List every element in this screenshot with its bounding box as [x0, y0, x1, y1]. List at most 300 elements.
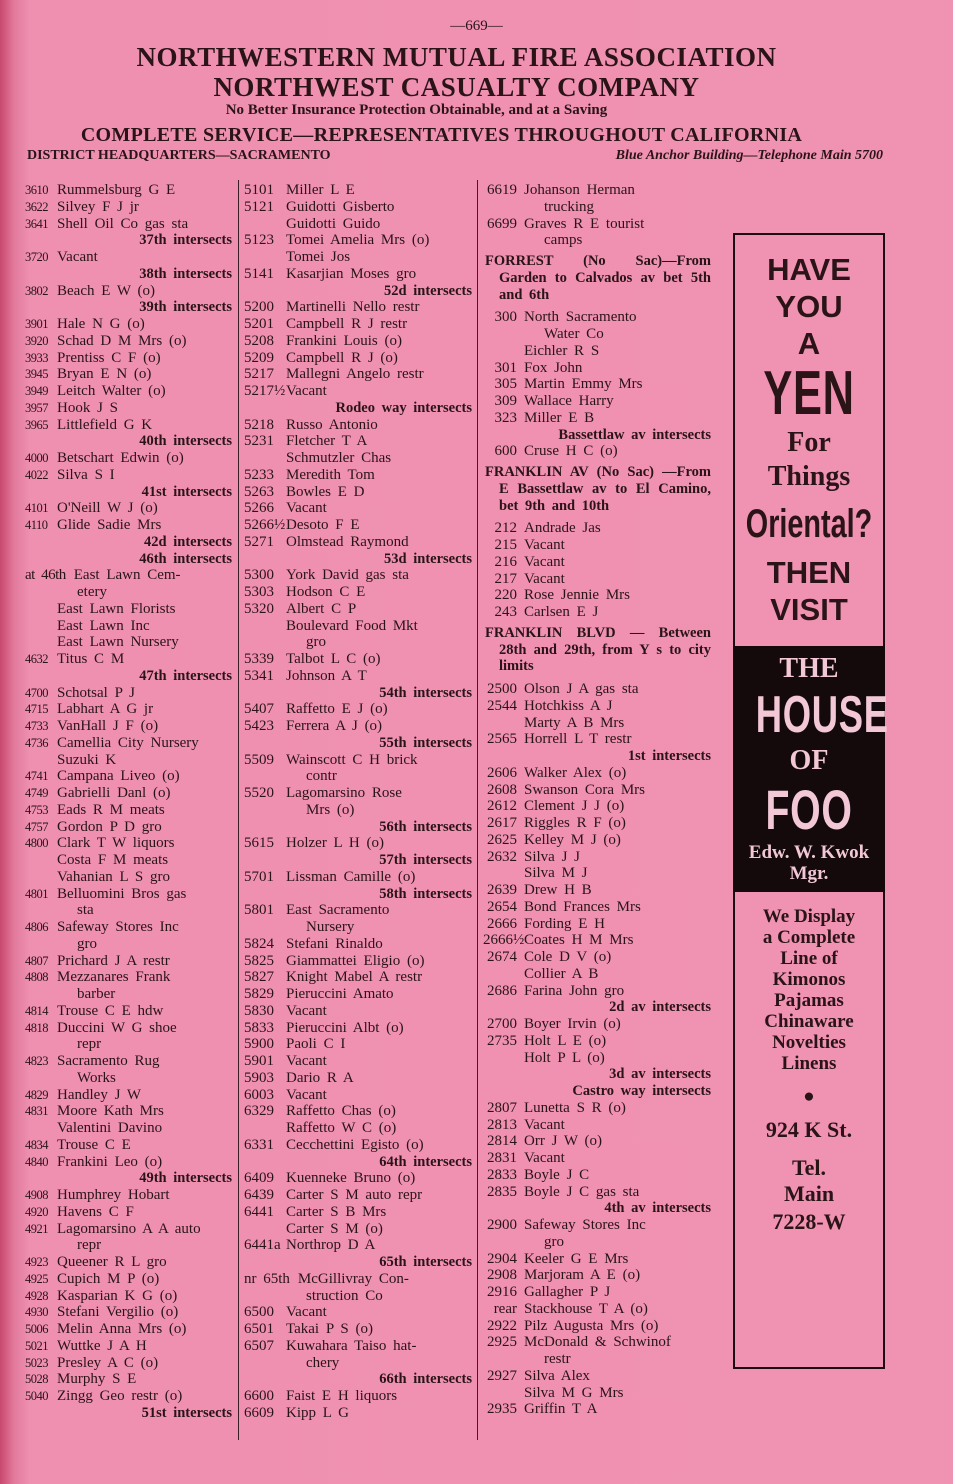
ad-tel-label: Tel.: [791, 1155, 827, 1180]
directory-entry: [483, 410, 711, 427]
street-number: nr 65th: [244, 1270, 290, 1287]
resident-name: Guidotti Guido: [286, 215, 381, 232]
ad-display-line: Linens: [781, 1053, 837, 1074]
street-number: 6699: [487, 215, 517, 232]
resident-name: sta: [77, 902, 94, 919]
street-number: 6501: [244, 1321, 274, 1337]
directory-entry: [25, 936, 232, 953]
directory-entry: [244, 1087, 472, 1104]
directory-entry: [244, 986, 472, 1003]
street-number: 4733: [25, 719, 48, 733]
directory-entry: [25, 1003, 232, 1020]
directory-entry: [244, 1388, 472, 1405]
directory-entry: [244, 1170, 472, 1187]
resident-name: Riggles R F (o): [524, 815, 626, 831]
resident-name: Vacant: [524, 570, 565, 587]
street-number: 6609: [244, 1404, 274, 1421]
street-number: 2835: [487, 1183, 517, 1200]
resident-name: Farina John gro: [524, 982, 625, 999]
resident-name: VanHall J F (o): [57, 718, 159, 734]
intersection-heading: 39th intersects: [139, 299, 232, 316]
street-number: 5006: [25, 1322, 48, 1336]
directory-entry: [244, 802, 472, 819]
page-number: —669—: [450, 18, 503, 34]
street-number: 2674: [487, 949, 517, 965]
directory-entry: [244, 969, 472, 986]
resident-name: Vacant: [286, 1086, 327, 1103]
directory-entry: [25, 1020, 232, 1037]
street-number: 4715: [25, 702, 48, 717]
service-line: COMPLETE SERVICE—REPRESENTATIVES THROUGHOUT CALIFORNIA: [80, 124, 803, 146]
resident-name: Stefani Rinaldo: [286, 935, 383, 952]
street-number: at 46th: [25, 567, 66, 584]
resident-name: Coates H M Mrs: [524, 932, 634, 949]
resident-name: Nursery: [306, 919, 355, 935]
intersection-heading: 37th intersects: [139, 232, 232, 249]
directory-entry: [25, 467, 232, 484]
directory-entry: [483, 537, 711, 554]
street-number: 4829: [25, 1087, 48, 1102]
directory-entry: [483, 983, 711, 1000]
resident-name: Vacant: [524, 1150, 565, 1166]
resident-name: O'Neill W J (o): [57, 500, 158, 517]
street-number: 4801: [25, 886, 48, 901]
directory-entry: [244, 668, 472, 685]
intersection-heading: 65th intersects: [379, 1254, 472, 1270]
directory-entry: [244, 752, 472, 769]
directory-entry: [244, 1053, 472, 1070]
directory-entry: [483, 1234, 711, 1251]
street-number: 4800: [25, 836, 48, 851]
street-number: 2833: [487, 1166, 517, 1183]
street-number: 2632: [487, 848, 517, 865]
intersection-heading: 64th intersects: [379, 1153, 472, 1170]
resident-name: Melin Anna Mrs (o): [57, 1321, 187, 1337]
street-number: 5903: [244, 1069, 274, 1086]
street-number: 2935: [487, 1401, 517, 1418]
street-number: 4834: [25, 1137, 48, 1152]
street-number: 2900: [487, 1217, 517, 1233]
directory-entry: [483, 765, 711, 782]
resident-name: Campana Liveo (o): [57, 768, 180, 785]
house-of-foo-advertisement: [733, 233, 889, 1369]
resident-name: North Sacramento: [524, 309, 637, 326]
street-number: 4814: [25, 1003, 48, 1018]
directory-entry: [25, 986, 232, 1003]
directory-entry: [25, 249, 232, 266]
resident-name: Raffetto E J (o): [286, 701, 388, 718]
resident-name: Kelley M J (o): [524, 831, 621, 848]
directory-entry: [25, 852, 232, 869]
street-number: 2813: [487, 1116, 517, 1133]
resident-name: Lagomarsino A A auto: [57, 1220, 201, 1237]
resident-name: Kasparian K G (o): [57, 1287, 178, 1304]
directory-entry: [483, 882, 711, 899]
directory-entry: [483, 376, 711, 393]
resident-name: Lissman Camille (o): [286, 868, 416, 885]
resident-name: Knight Mabel A restr: [286, 969, 423, 986]
street-number: 6439: [244, 1187, 274, 1203]
directory-entry: [244, 383, 472, 400]
directory-entry: [25, 618, 232, 635]
intersection-heading: 57th intersects: [379, 852, 472, 868]
ad-house-of-foo-block: [733, 646, 889, 892]
street-number: 5121: [244, 198, 274, 215]
directory-entry: [244, 316, 472, 333]
directory-entry: [244, 701, 472, 718]
street-number: 4632: [25, 652, 48, 666]
tagline: No Better Insurance Protection Obtainable, and at a Saving: [225, 102, 608, 118]
resident-name: Meredith Tom: [286, 466, 375, 483]
directory-entry: [244, 299, 472, 316]
street-number: 5101: [244, 182, 274, 198]
directory-entry: [483, 1401, 711, 1418]
resident-name: Prentiss C F (o): [57, 349, 161, 366]
ad-then: THEN: [766, 555, 852, 590]
directory-entry: [244, 216, 472, 233]
resident-name: Murphy S E: [57, 1371, 137, 1388]
directory-entry: [25, 316, 232, 333]
directory-entry: [244, 433, 472, 450]
resident-name: Schad D M Mrs (o): [57, 332, 187, 349]
resident-name: Frankini Leo (o): [57, 1153, 163, 1170]
street-number: 5233: [244, 466, 274, 483]
resident-name: Gallagher P J: [524, 1284, 611, 1300]
street-number: 3949: [25, 384, 48, 398]
resident-name: Tomei Amelia Mrs (o): [286, 232, 430, 249]
street-number: 4700: [25, 685, 48, 700]
ad-phone: 7228-W: [772, 1209, 846, 1234]
street-number: 6409: [244, 1170, 274, 1187]
directory-entry: [25, 1304, 232, 1321]
intersection-heading: 55th intersects: [379, 734, 472, 751]
resident-name: Wallace Harry: [524, 393, 614, 409]
resident-name: Hale N G (o): [57, 316, 145, 332]
resident-name: Handley J W: [57, 1086, 142, 1103]
directory-entry: [244, 936, 472, 953]
directory-entry: [483, 1334, 711, 1351]
resident-name: Mezzanares Frank: [57, 969, 171, 986]
directory-entry: [25, 1036, 232, 1053]
street-number: 2617: [487, 815, 517, 831]
street-number: 217: [494, 570, 517, 587]
resident-name: Works: [77, 1069, 116, 1086]
resident-name: Carter S M auto repr: [286, 1187, 423, 1203]
directory-entry: [483, 554, 711, 571]
resident-name: Olson J A gas sta: [524, 681, 639, 697]
resident-name: Vacant: [57, 249, 98, 265]
street-number: 4000: [25, 451, 48, 465]
resident-name: trucking: [544, 198, 594, 215]
resident-name: camps: [544, 232, 583, 249]
resident-name: Vahanian L S gro: [57, 868, 171, 885]
resident-name: Andrade Jas: [524, 520, 601, 537]
directory-entry: [25, 651, 232, 668]
ad-display-line: Kimonos: [772, 969, 846, 990]
resident-name: Campbell R J (o): [286, 349, 398, 366]
street-number: 2544: [487, 697, 517, 714]
directory-entry: [25, 886, 232, 903]
directory-entry: [25, 969, 232, 986]
resident-name: Guidotti Gisberto: [286, 198, 395, 215]
ad-display-line: a Complete: [762, 927, 856, 948]
directory-entry: [244, 1321, 472, 1338]
resident-name: Fletcher T A: [286, 433, 368, 450]
resident-name: barber: [77, 986, 116, 1002]
directory-entry: [244, 634, 472, 651]
street-number: 5263: [244, 483, 274, 500]
resident-name: Collier A B: [524, 965, 599, 982]
directory-entry: [25, 1137, 232, 1154]
directory-entry: [25, 1154, 232, 1171]
resident-name: Silva J J: [524, 848, 581, 865]
street-number: 305: [494, 376, 517, 393]
bullet-icon: ●: [803, 1086, 815, 1107]
intersection-heading: 38th intersects: [139, 265, 232, 282]
intersection-heading: 52d intersects: [384, 282, 472, 299]
directory-entry: [483, 309, 711, 326]
street-number: 5123: [244, 232, 274, 249]
resident-name: McDonald & Schwinof: [524, 1334, 671, 1351]
resident-name: Eichler R S: [524, 342, 600, 359]
resident-name: Hodson C E: [286, 584, 366, 600]
resident-name: Marjoram A E (o): [524, 1267, 641, 1284]
directory-entry: [25, 1355, 232, 1372]
resident-name: Pieruccini Albt (o): [286, 1019, 404, 1036]
street-number: 5303: [244, 584, 274, 600]
resident-name: Northrop D A: [286, 1237, 376, 1254]
directory-entry: [483, 520, 711, 537]
street-number: 5320: [244, 600, 274, 617]
resident-name: Shell Oil Co gas sta: [57, 215, 189, 232]
directory-entry: [244, 1103, 472, 1120]
street-number: 2686: [487, 982, 517, 999]
directory-entry: [25, 685, 232, 702]
resident-name: Vacant: [524, 537, 565, 553]
column-divider: [477, 180, 478, 1440]
directory-entry: [25, 1254, 232, 1271]
directory-entry: [25, 283, 232, 300]
resident-name: Silva Alex: [524, 1367, 590, 1384]
directory-entry: [244, 1036, 472, 1053]
resident-name: Holzer L H (o): [286, 835, 384, 852]
directory-column-2: [244, 182, 472, 1422]
resident-name: Mrs (o): [306, 801, 355, 818]
intersection-heading: 51st intersects: [141, 1404, 232, 1421]
resident-name: Wuttke J A H: [57, 1337, 147, 1354]
ad-main-label: Main: [783, 1181, 835, 1206]
street-number: 5615: [244, 835, 274, 852]
directory-entry: [25, 1204, 232, 1221]
ad-house: HOUSE: [755, 686, 889, 744]
directory-entry: [244, 517, 472, 534]
street-number: 301: [494, 359, 517, 376]
street-number: 5266: [244, 500, 274, 517]
resident-name: Dario R A: [286, 1069, 354, 1086]
directory-entry: [244, 182, 472, 199]
street-number: 2608: [487, 781, 517, 798]
resident-name: Trouse C E hdw: [57, 1002, 164, 1019]
directory-entry: [244, 1003, 472, 1020]
resident-name: Vacant: [524, 553, 565, 570]
directory-entry: [244, 768, 472, 785]
street-number: 323: [494, 409, 517, 426]
resident-name: Titus C M: [57, 651, 125, 667]
street-number: 5200: [244, 299, 274, 316]
resident-name: Presley A C (o): [57, 1354, 159, 1371]
resident-name: Ferrera A J (o): [286, 718, 383, 734]
street-number: 2925: [487, 1334, 517, 1351]
directory-entry: [25, 1371, 232, 1388]
directory-entry: [244, 919, 472, 936]
intersection-heading: 4th av intersects: [604, 1200, 711, 1217]
street-number: 3933: [25, 350, 48, 365]
directory-entry: [483, 393, 711, 410]
resident-name: Boyle J C gas sta: [524, 1183, 640, 1200]
resident-name: Paoli C I: [286, 1036, 346, 1053]
resident-name: Belluomini Bros gas: [57, 885, 187, 902]
street-number: 4908: [25, 1188, 48, 1202]
directory-entry: [483, 698, 711, 715]
directory-entry: [244, 249, 472, 266]
street-heading: FORREST (No Sac)—From Garden to Calvados av bet 5th and 6th: [485, 253, 711, 303]
directory-entry: [25, 517, 232, 534]
street-number: 4930: [25, 1305, 48, 1320]
street-number: 5407: [244, 701, 274, 718]
street-number: rear: [493, 1300, 517, 1317]
ad-display-line: Line of: [780, 948, 838, 969]
street-number: 300: [494, 309, 517, 326]
directory-entry: [25, 333, 232, 350]
directory-entry: [25, 953, 232, 970]
directory-entry: [244, 1137, 472, 1154]
ad-have: HAVE: [767, 252, 851, 287]
resident-name: Trouse C E: [57, 1136, 131, 1153]
intersection-heading: 47th intersects: [139, 667, 232, 684]
directory-entry: [25, 1338, 232, 1355]
resident-name: Leitch Walter (o): [57, 383, 166, 399]
directory-entry: [483, 343, 711, 360]
street-number: 2807: [487, 1099, 517, 1116]
resident-name: East Lawn Inc: [57, 617, 150, 634]
street-number: 2606: [487, 764, 517, 781]
directory-entry: [483, 1184, 711, 1201]
directory-entry: [483, 1267, 711, 1284]
resident-name: Cecchettini Egisto (o): [286, 1136, 424, 1153]
resident-name: Kipp L G: [286, 1404, 349, 1421]
resident-name: Silvey F J jr: [57, 198, 139, 215]
resident-name: Camellia City Nursery: [57, 734, 199, 751]
resident-name: Gordon P D gro: [57, 818, 162, 835]
resident-name: Vacant: [286, 1053, 327, 1069]
directory-entry: [483, 1117, 711, 1134]
directory-entry: [483, 443, 711, 460]
directory-entry: [483, 1318, 711, 1335]
ad-visit: VISIT: [770, 592, 848, 627]
street-number: 5824: [244, 935, 274, 952]
directory-entry: [483, 715, 711, 732]
street-heading: FRANKLIN BLVD — Between 28th and 29th, from Y s to city limits: [485, 624, 711, 675]
street-number: 6619: [487, 182, 517, 198]
street-number: 243: [494, 604, 517, 620]
street-number: 5825: [244, 952, 274, 969]
directory-entry: [244, 333, 472, 350]
directory-entry: [244, 1237, 472, 1254]
resident-name: Horrell L T restr: [524, 731, 632, 748]
street-number: 5217: [244, 366, 274, 383]
street-number: 4022: [25, 467, 48, 482]
street-number: 4110: [25, 518, 48, 532]
resident-name: Boyer Irvin (o): [524, 1016, 621, 1032]
resident-name: Holt L E (o): [524, 1032, 607, 1049]
directory-entry: [25, 199, 232, 216]
resident-name: Zingg Geo restr (o): [57, 1388, 183, 1404]
street-number: 3802: [25, 283, 48, 298]
street-number: 4807: [25, 953, 48, 968]
resident-name: Sacramento Rug: [57, 1053, 160, 1069]
directory-entry: [25, 1321, 232, 1338]
street-number: 2565: [487, 731, 517, 748]
street-number: 2700: [487, 1016, 517, 1032]
directory-entry: [25, 1120, 232, 1137]
directory-entry: [25, 735, 232, 752]
resident-name: Bowles E D: [286, 483, 365, 500]
directory-entry: [483, 849, 711, 866]
directory-entry: [244, 718, 472, 735]
resident-name: McGillivray Con-: [297, 1270, 409, 1287]
street-number: 6441: [244, 1203, 274, 1220]
resident-name: Marty A B Mrs: [524, 714, 625, 731]
street-number: 5801: [244, 902, 274, 919]
street-number: 5021: [25, 1338, 48, 1353]
street-number: 6441a: [244, 1237, 281, 1254]
street-number: 2639: [487, 882, 517, 898]
street-number: 2654: [487, 898, 517, 915]
directory-entry: [25, 869, 232, 886]
resident-name: Boulevard Food Mkt: [286, 617, 418, 634]
directory-entry: [244, 1204, 472, 1221]
directory-entry: [244, 1271, 472, 1288]
directory-entry: [483, 1284, 711, 1301]
directory-entry: [483, 199, 711, 216]
directory-entry: [244, 567, 472, 584]
directory-entry: [483, 1150, 711, 1167]
directory-entry: [483, 681, 711, 698]
resident-name: Queener R L gro: [57, 1254, 167, 1270]
street-number: 4101: [25, 501, 48, 516]
directory-entry: [244, 450, 472, 467]
resident-name: Albert C P: [286, 600, 357, 617]
resident-name: Havens C F: [57, 1203, 134, 1220]
resident-name: Boyle J C: [524, 1166, 590, 1183]
street-number: 2500: [487, 681, 517, 697]
street-number: 5701: [244, 868, 274, 885]
directory-entry: [25, 919, 232, 936]
street-number: 4806: [25, 920, 48, 934]
resident-name: Graves R E tourist: [524, 215, 645, 232]
resident-name: repr: [77, 1036, 102, 1053]
street-number: 6329: [244, 1103, 274, 1120]
directory-entry: [25, 383, 232, 400]
street-number: 215: [494, 537, 517, 553]
resident-name: Cruse H C (o): [524, 443, 618, 460]
directory-entry: [244, 1288, 472, 1305]
resident-name: Carter S M (o): [286, 1220, 383, 1237]
resident-name: Tomei Jos: [286, 249, 351, 265]
resident-name: York David gas sta: [286, 567, 409, 584]
resident-name: Rose Jennie Mrs: [524, 587, 630, 604]
street-number: 600: [494, 443, 517, 460]
